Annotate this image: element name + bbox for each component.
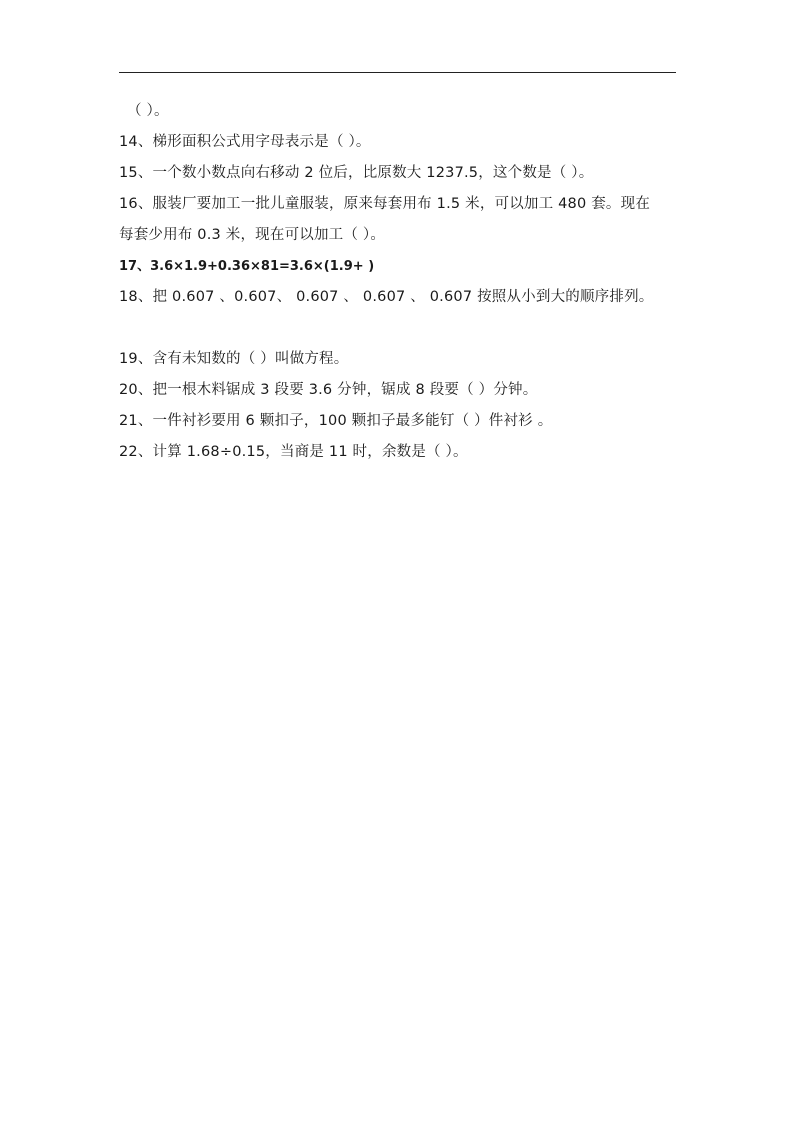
- q17-line: 17、3.6×1.9+0.36×81=3.6×(1.9+ ): [119, 259, 375, 274]
- q14-line: 14、梯形面积公式用字母表示是（ ）。: [119, 134, 371, 150]
- question-list: [119, 96, 679, 468]
- q21-line: 21、一件衬衫要用 6 颗扣子，100 颗扣子最多能钉（ ）件衬衫 。: [119, 413, 553, 429]
- q19-line: 19、含有未知数的（ ）叫做方程。: [119, 351, 349, 367]
- q16-line: 16、服装厂要加工一批儿童服装，原来每套用布 1.5 米，可以加工 480 套。现在: [119, 196, 651, 212]
- q15-line: 15、一个数小数点向右移动 2 位后，比原数大 1237.5，这个数是（ ）。: [119, 165, 594, 181]
- header-rule: [119, 72, 676, 73]
- q22-line: 22、计算 1.68÷0.15，当商是 11 时，余数是（ ）。: [119, 444, 468, 460]
- q18-line: 18、把 0.607 、0.607、 0.607 、 0.607 、 0.607 按照从小到大的顺序排列。: [119, 289, 654, 305]
- q20-line: 20、把一根木料锯成 3 段要 3.6 分钟，锯成 8 段要（ ）分钟。: [119, 382, 538, 398]
- q13-continuation-line: （ ）。: [127, 103, 169, 119]
- q16-continuation-line: 每套少用布 0.3 米，现在可以加工（ ）。: [119, 227, 386, 243]
